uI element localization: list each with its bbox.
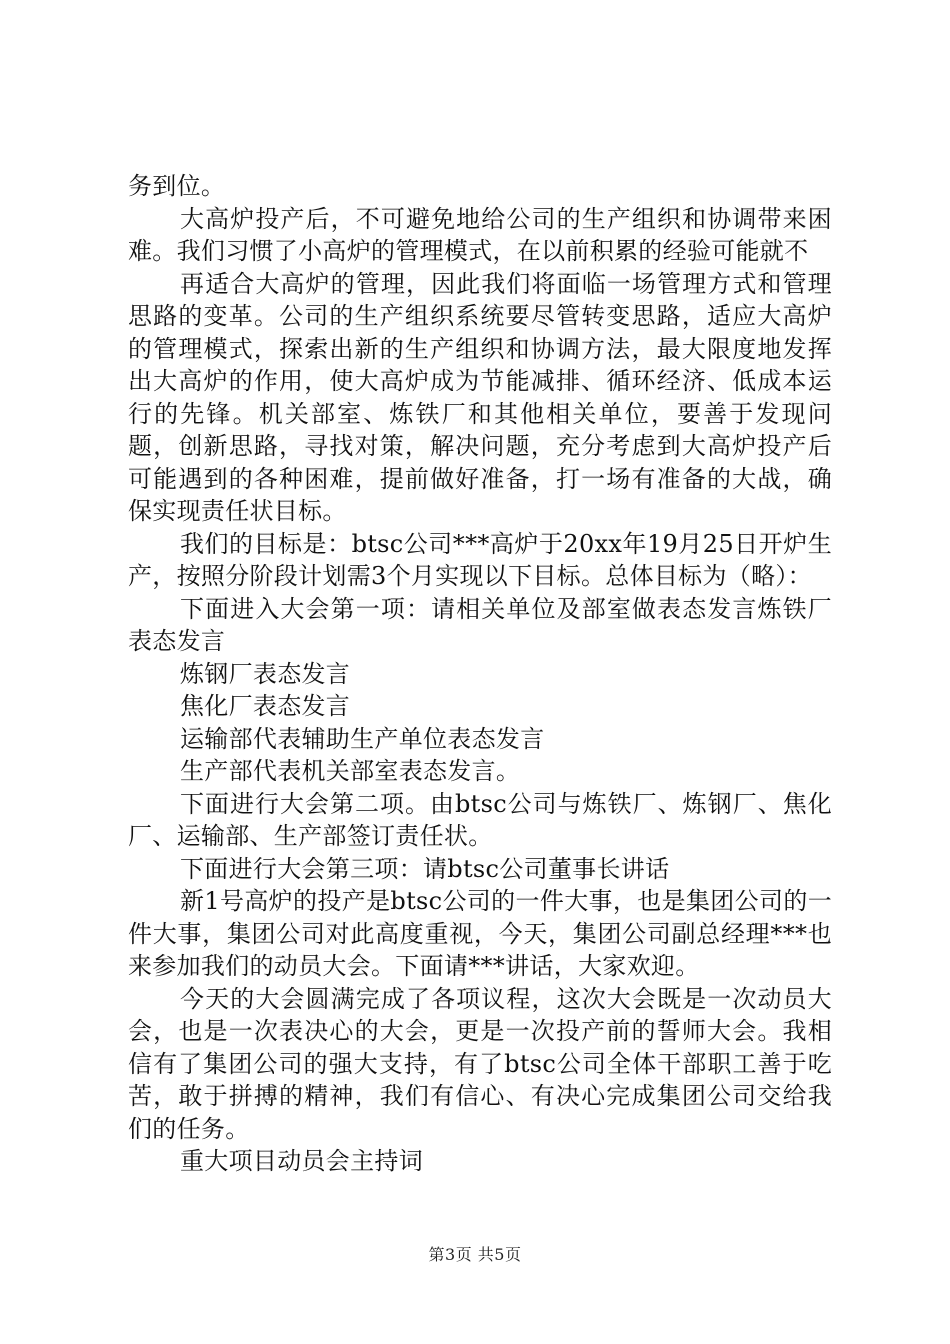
paragraph: 下面进行大会第二项。由btsc公司与炼铁厂、炼钢厂、焦化厂、运输部、生产部签订责任状。 bbox=[128, 789, 832, 850]
paragraph: 炼钢厂表态发言 bbox=[180, 659, 351, 688]
paragraph: 再适合大高炉的管理，因此我们将面临一场管理方式和管理思路的变革。公司的生产组织系统要尽管转变思路，适应大高炉的管理模式，探索出新的生产组织和协调方法，最大限度地发挥出大高炉的作用，使大高炉成为节能减排、循环经济、低成本运行的先锋。机关部室、炼铁厂和其他相关单位，要善于发现问题，创新思路，寻找对策，解决问题，充分考虑到大高炉投产后可能遇到的各种困难，提前做好准备，打一场有准备的大战，确保实现责任状目标。 bbox=[128, 269, 832, 525]
paragraph: 下面进行大会第三项：请btsc公司董事长讲话 bbox=[180, 854, 670, 883]
page-number-footer: 第3页 共5页 bbox=[428, 1245, 522, 1264]
paragraph: 我们的目标是：btsc公司***高炉于20xx年19月25日开炉生产，按照分阶段计划需3个月实现以下目标。总体目标为（略）： bbox=[128, 529, 832, 590]
paragraph: 下面进入大会第一项：请相关单位及部室做表态发言炼铁厂表态发言 bbox=[128, 594, 832, 655]
paragraph: 重大项目动员会主持词 bbox=[180, 1147, 423, 1175]
paragraph: 新1号高炉的投产是btsc公司的一件大事，也是集团公司的一件大事，集团公司对此高度重视，今天，集团公司副总经理***也来参加我们的动员大会。下面请***讲话，大家欢迎。 bbox=[128, 887, 832, 980]
paragraph: 今天的大会圆满完成了各项议程，这次大会既是一次动员大会，也是一次表决心的大会，更是一次投产前的誓师大会。我相信有了集团公司的强大支持，有了btsc公司全体干部职工善于吃苦，敢于拼搏的精神，我们有信心、有决心完成集团公司交给我们的任务。 bbox=[128, 984, 832, 1143]
paragraph: 运输部代表辅助生产单位表态发言 bbox=[180, 724, 545, 753]
paragraph: 大高炉投产后，不可避免地给公司的生产组织和协调带来困难。我们习惯了小高炉的管理模式，在以前积累的经验可能就不 bbox=[128, 204, 832, 265]
paragraph: 生产部代表机关部室表态发言。 bbox=[180, 757, 521, 785]
paragraph: 务到位。 bbox=[128, 172, 226, 200]
paragraph: 焦化厂表态发言 bbox=[180, 692, 351, 720]
document-body bbox=[128, 170, 832, 1178]
